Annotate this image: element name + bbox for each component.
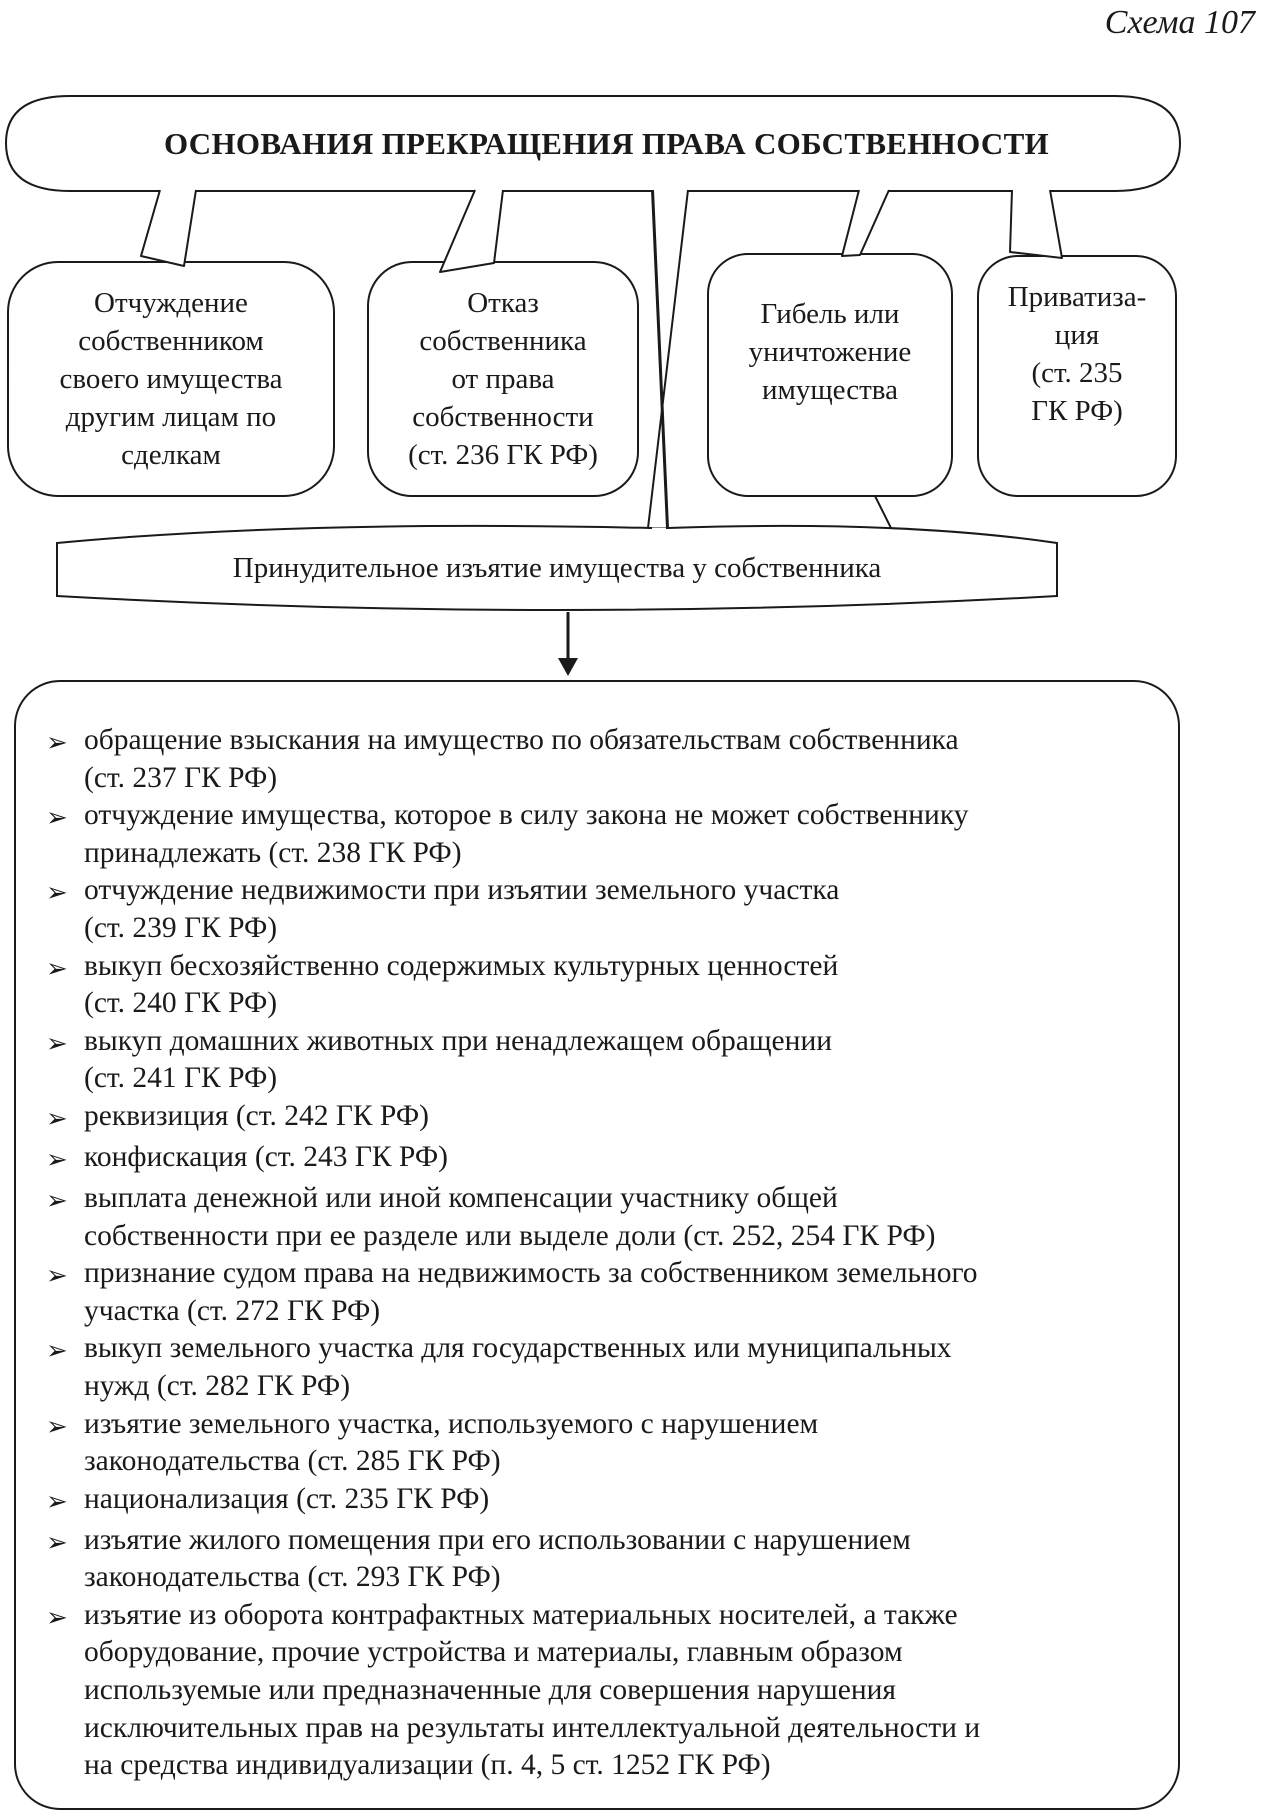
list-item-text: реквизиция (ст. 242 ГК РФ)	[84, 1099, 429, 1132]
arrow-bullet-icon: ➢	[46, 1185, 68, 1215]
list-item-text: национализация (ст. 235 ГК РФ)	[84, 1482, 490, 1515]
arrow-bullet-icon: ➢	[46, 1144, 68, 1174]
arrow-bullet-icon: ➢	[46, 953, 68, 983]
list-item-text: конфискация (ст. 243 ГК РФ)	[84, 1140, 448, 1173]
list-item	[46, 1139, 1148, 1180]
list-item	[46, 1180, 1148, 1255]
list-item	[46, 1406, 1148, 1481]
category-alienation: Отчуждение собственником своего имущества другим лицам по сделкам	[59, 287, 283, 471]
tail-4	[1010, 190, 1062, 258]
forced-seizure-list	[46, 722, 1148, 1785]
list-item	[46, 948, 1148, 1023]
arrow-bullet-icon: ➢	[46, 803, 68, 833]
tail-box3-bottom	[875, 496, 892, 530]
forced-seizure-list-box	[14, 680, 1180, 1810]
list-item-text: отчуждение недвижимости при изъятии земельного участка (ст. 239 ГК РФ)	[84, 874, 840, 944]
category-destruction: Гибель или уничтожение имущества	[748, 298, 912, 406]
list-item-text: обращение взыскания на имущество по обязательствам собственника (ст. 237 ГК РФ)	[84, 724, 959, 794]
arrow-bullet-icon: ➢	[46, 1336, 68, 1366]
tail-3	[842, 190, 889, 256]
scheme-label: Схема 107	[1104, 4, 1255, 41]
list-item-text: выплата денежной или иной компенсации участнику общей собственности при ее разделе или выделе доли (ст. 252, 254 ГК РФ)	[84, 1181, 936, 1252]
list-item	[46, 722, 1148, 797]
list-item-text: выкуп домашних животных при ненадлежащем обращении (ст. 241 ГК РФ)	[84, 1024, 833, 1095]
arrow-bullet-icon: ➢	[46, 1028, 68, 1058]
list-item	[46, 797, 1148, 872]
list-item-text: выкуп бесхозяйственно содержимых культурных ценностей (ст. 240 ГК РФ)	[84, 949, 839, 1020]
arrow-bullet-icon: ➢	[46, 1103, 68, 1133]
list-item	[46, 1522, 1148, 1597]
category-renunciation: Отказ собственника от права собственности (ст. 236 ГК РФ)	[408, 287, 598, 471]
list-item-text: отчуждение имущества, которое в силу закона не может собственнику принадлежать (ст. 238 ГК РФ)	[84, 799, 969, 869]
list-item	[46, 1481, 1148, 1522]
arrow-bullet-icon: ➢	[46, 878, 68, 908]
list-item-text: изъятие из оборота контрафактных материальных носителей, а также оборудование, прочие устройства и материалы, главным образом используемые или предназначенные для совершения нарушения исключительных прав на результаты интеллектуальной деятельности и на средства индивидуализации (п. 4, 5 ст. 1252 ГК РФ)	[84, 1598, 981, 1782]
diagram-title: ОСНОВАНИЯ ПРЕКРАЩЕНИЯ ПРАВА СОБСТВЕННОСТИ	[164, 125, 1049, 161]
list-item	[46, 1255, 1148, 1330]
arrow-bullet-icon: ➢	[46, 1527, 68, 1557]
tail-1	[141, 190, 196, 266]
list-item-text: признание судом права на недвижимость за собственником земельного участка (ст. 272 ГК РФ)	[84, 1257, 978, 1327]
arrow-bullet-icon: ➢	[46, 1411, 68, 1441]
list-item-text: изъятие жилого помещения при его использовании с нарушением законодательства (ст. 293 ГК РФ)	[84, 1523, 911, 1594]
arrow-bullet-icon: ➢	[46, 1486, 68, 1516]
arrow-head	[558, 658, 578, 676]
list-item	[46, 1330, 1148, 1405]
arrow-bullet-icon: ➢	[46, 1602, 68, 1632]
arrow-bullet-icon: ➢	[46, 1261, 68, 1291]
category-privatization: Приватиза- ция (ст. 235 ГК РФ)	[1007, 281, 1147, 427]
tail-2	[440, 190, 503, 272]
list-item	[46, 1597, 1148, 1785]
list-item	[46, 1098, 1148, 1139]
list-item	[46, 872, 1148, 947]
list-item-text: изъятие земельного участка, используемого с нарушением законодательства (ст. 285 ГК РФ)	[84, 1407, 819, 1478]
list-item	[46, 1023, 1148, 1098]
arrow-bullet-icon: ➢	[46, 728, 68, 757]
forced-seizure-label: Принудительное изъятие имущества у собственника	[232, 551, 882, 584]
list-item-text: выкуп земельного участка для государственных или муниципальных нужд (ст. 282 ГК РФ)	[84, 1332, 952, 1402]
